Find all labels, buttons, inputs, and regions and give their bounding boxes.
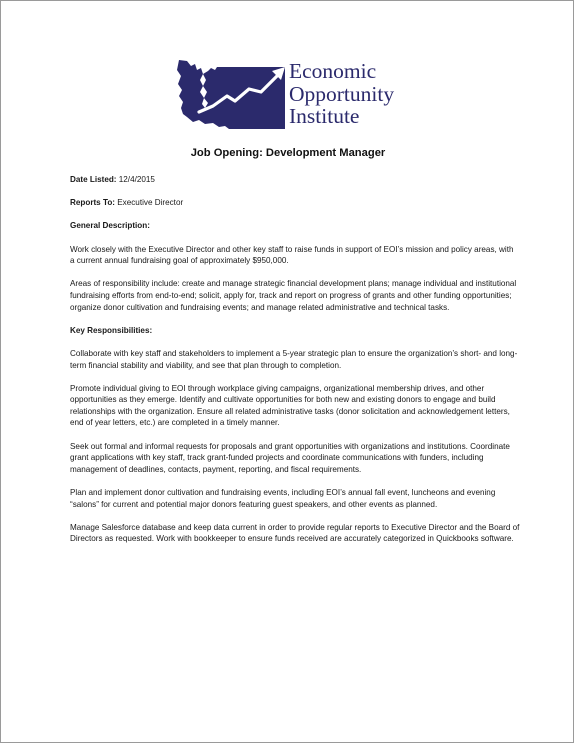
washington-map-arrow-icon <box>173 56 288 132</box>
reports-to <box>70 197 520 209</box>
logo-line-2: Opportunity <box>289 81 395 106</box>
reports-to-value: Executive Director <box>114 198 184 208</box>
key-responsibilities-heading: Key Responsibilities: <box>70 325 153 335</box>
responsibility-item: Collaborate with key staff and stakeholders to implement a 5-year strategic plan to ensure the organization’s short- and long-term financial stability and viability, and see that plan through to completion. <box>70 348 518 370</box>
page-title: Job Opening: Development Manager <box>190 147 386 159</box>
eoi-logo <box>173 56 413 136</box>
logo-line-3: Institute <box>289 104 360 128</box>
logo-wordmark <box>289 60 394 128</box>
document-body <box>70 174 520 557</box>
general-paragraph-2: Areas of responsibility include: create and manage strategic financial development plans; manage individual and institutional fundraising efforts from end-to-end; solicit, apply for, track and report on progress of grants and other funding opportunities; organize donor cultivation and fundraising events; and manage related administrative and technical tasks. <box>70 279 517 312</box>
responsibility-item: Manage Salesforce database and keep data current in order to provide regular reports to Executive Director and the Board of Directors as requested. Work with bookkeeper to ensure funds received are accurately categorized in Quickbooks software. <box>70 522 520 544</box>
general-paragraph-1: Work closely with the Executive Director and other key staff to raise funds in support of EOI’s mission and policy areas, with a current annual fundraising goal of approximately $950,000. <box>70 244 514 266</box>
responsibility-item: Promote individual giving to EOI through workplace giving campaigns, organizational membership drives, and other opportunities as they emerge. Identify and cultivate opportunities for both new and existing donors to engage and build relationships with the organization. Ensure all related administrative tasks (donor solicitation and acknowledgement letters, end of year letters, etc.) are completed in a timely manner. <box>70 383 510 428</box>
date-listed-value: 12/4/2015 <box>116 175 155 184</box>
date-listed <box>70 174 520 186</box>
date-listed-label: Date Listed: <box>70 175 117 184</box>
general-description-heading: General Description: <box>70 221 150 231</box>
responsibility-item: Plan and implement donor cultivation and fundraising events, including EOI’s annual fall event, luncheons and evening “salons” for current and potential major donors featuring guest speakers, and other events as planned. <box>70 488 496 509</box>
logo-line-1: Economic <box>289 59 377 83</box>
reports-to-label: Reports To: <box>70 198 115 208</box>
responsibility-item: Seek out formal and informal requests for proposals and grant opportunities with organizations and institutions. Coordinate grant applications with key staff, track grant-funded projects and coordinate communications with funders, including management of deadlines, contacts, payment, reporting, and fiscal requirements. <box>70 441 510 474</box>
